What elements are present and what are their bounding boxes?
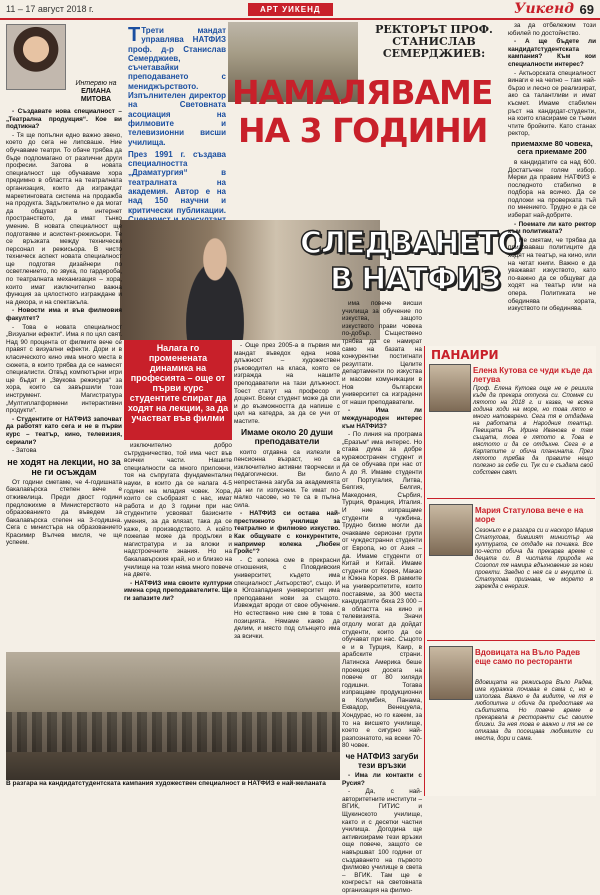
street-photo-crowd bbox=[6, 712, 340, 752]
question-11: - Има ли международен интерес към НАТФИЗ? bbox=[342, 407, 422, 430]
headline-1: НАМАЛЯВАМЕ bbox=[232, 73, 493, 112]
answer-1: - Тя ще попълни едно важно звено, което до сега не липсваше. Ние обучаваме театри. То обаче трябва да бъде подпомагано от различни други професии. Затова в новата специалност ще обучаваме хора предимно в областта на театралната организация, които да изграждат маркетинговата система на продажба на продукта. Задължително е да могат да общуват в интернет пространството, да имат тънко умение. В новата специалност ще подготвяме и асистент-режисьори. Те се връзката между технически персонал и режисьора. В чисто техническ аспект новата специалност ще подготвя дизайнери по осветлението, по звука, по гардероба, по театралната механизация – хора, които имат изключително важна функция за цялостното изграждане и на декора, и на спектакъла. bbox=[6, 131, 122, 306]
answer-15: в кандидатите са над 600. Достатъчен голям избор. Мерки да правим НАТФИЗ е последното стабилно в подбора на всичко. Да се подложи на проверката тъй по мнението. Трудно е да се изберат най-добрите. bbox=[508, 158, 596, 220]
question-9: - НАТФИЗ си остава най-престижното училище за театрално и филмово изкуство. Как общувате с конкурентите, например колежа „Любен Гройс“? bbox=[234, 510, 340, 556]
panairi-thumb-2 bbox=[429, 504, 473, 556]
question-14: - А ще бъдете ли кандидатстудентската кампания? Към кои специалности интерес? bbox=[508, 38, 596, 68]
author-credit-prefix: Интервю на bbox=[75, 80, 117, 87]
subhead-1: не ходят на лекции, но за не ги осъждам bbox=[7, 456, 121, 477]
answer-9: - С колежа сме в прекрасни отношения, с Пловдивския университет, където има специалност „Актьорство“, също. И в Югозападния университет има преподавани нови за същото. Извеждат вроди от свое обучение. Но естествено ние сме в това с позицията. Нямаме какво да делим, и място под слънцето има за всички. bbox=[234, 556, 340, 640]
question-6: - НАТФИЗ има своите културни имена сред преподавателите. Ще ги запазите ли? bbox=[124, 579, 232, 602]
pull-quote bbox=[124, 340, 232, 440]
panairi-header: ПАНАИРИ bbox=[431, 348, 499, 362]
question-1: - Създавате нова специалност – „Театрална продукция“. Кое ви подтикна? bbox=[6, 108, 122, 131]
brand-logo: Уикенд bbox=[514, 1, 574, 17]
column-2 bbox=[124, 442, 232, 652]
headline-4: В НАТФИЗ bbox=[330, 262, 501, 297]
answer-7: - Още през 2005-а в първия ми мандат въведох една нова длъжност – художествен ръководител на класа, която се изгражда на нашите преподаватели на тази длъжност. Тоест статут на професор и доцент. Всеки студент може да спи и до възможността да напише с цел на катедра, за да се учи от мастите. bbox=[234, 342, 340, 425]
answer-8: които отдавна са излезли в пенсионна възраст, но са изключително активни творчески и педагогически. Ви било непрестанна загуба за академията да ни ги изпуснем. Те имат по-малко часове, но те са в пълна сила. bbox=[234, 448, 340, 509]
panairi-item-1-title: Елена Кутова се чуди къде да летува bbox=[473, 366, 593, 384]
title-kicker-text: РЕКТОРЪТ ПРОФ. СТАНИСЛАВ СЕМЕРДЖИЕВ: bbox=[375, 23, 493, 60]
answer-14: - Актьорската специалност винаги е на челно – там най-бързо и лесно се реализират, ако са талантливи и имат късмет. Имаме стабилен ръст на кандидат-студенти, на които класираме се тъкми чтите бройките. Като станах ректор, bbox=[508, 69, 596, 138]
panairi-thumb-1 bbox=[429, 364, 471, 412]
page-number: 69 bbox=[579, 2, 594, 17]
question-16: - Поемате ли като ректор към политиката? bbox=[508, 220, 596, 236]
rector-figure bbox=[170, 228, 260, 340]
panairi-thumb-3 bbox=[429, 646, 473, 700]
answer-4: От години сметаме, че 4-годишната бакалавърска степен вече е отживелица. Преди двост години предложихме в Министерството на образованието да въведем за бакалавърска степен на 3-годишна. Сега с министъра на образованието Красимир Вълчев мисля, че ще успеем. bbox=[6, 478, 122, 547]
panairi-box bbox=[424, 346, 596, 796]
question-12: - Има ли контакти с Русия? bbox=[342, 772, 422, 787]
title-kicker bbox=[354, 24, 514, 64]
panairi-item-2-title: Мария Статулова вече е на море bbox=[475, 506, 584, 524]
panairi-item-2-body: Сезонът е в разгара си и наскоро Мария Статулова, бившият министър на културата, се отдаде на почивка. Все по-често обича да прекарва време с децата си. В чистата природа на Созопол тя намира вдъхновение за нови проекти. Заедно с нея са и внуците ѝ. Статулова признава, че морето я зарежда с енергия. bbox=[475, 528, 593, 590]
intro-block bbox=[128, 26, 226, 222]
question-2: - Новости има и във филмовия факултет? bbox=[6, 307, 122, 323]
panairi-item-3-body: Вдовицата на режисьора Вълo Радев, има куражка почиваа е сама с, но е използва. Важно е да видите, че тя е любопитна и обича да предоставя на събитията. Но повече време е прекарвала в ресторанти със своите близки. За нея това е важно и тя не се отказва да посещава любимите си места, дори и сама. bbox=[475, 680, 593, 742]
page-header bbox=[0, 0, 600, 20]
author-portrait bbox=[6, 24, 66, 90]
answer-16: - Не смятам, че трябва да призоваваш политиците да ходят на театър, на кино, или на четат книги. Важно е да уважават изкуството, като по-важно да се общуват да ходят на театър или на опера. Политиката не обединява хората, изкуството ги обединява. bbox=[508, 236, 596, 313]
photo-caption bbox=[6, 780, 340, 798]
panairi-item-1-body: Проф. Елена Кутова още не е решила къде да прекара отпуска си. Спомня си лятото на 2018 г. и казва, че всяка година ходи на море, но това лято е много натоварено. Сега тя е отдадена на работата в Народния театър. Певицата Ръ Ирина Иванова е там същата, това е лятото в. Това е мястото и да се отдъхне. Сега е в Карпатите и обича планината. През лятото трябва да правите нещо полезно за себе си. Тук си е създала свой собствен свят. bbox=[473, 386, 593, 476]
intro-text-2: През 1991 г. създава специалността „Драматургия“ в театралната на академия. Автор е на над 150 научни и критически публикации. bbox=[128, 149, 226, 215]
answer-13: за да отбележим този юбилей по достойнство. bbox=[508, 22, 596, 37]
subhead-3: че НАТФИЗ загуби тези връзки bbox=[345, 752, 419, 771]
pull-quote-text: Налага го променената динамика на професията – още от първи курс студентите спират да ходят на лекции, за да участват във филми bbox=[127, 343, 229, 423]
panairi-item-3-title: Вдовицата на Вълo Радев еще само по ресторанти bbox=[475, 648, 581, 666]
column-4 bbox=[342, 300, 422, 894]
answer-10: има повече висши училища за обучение по изкуства, защото изкуството прави човека по-добър. Съществено трябва да се намират само на базата на конкурентни постигнати резултати. Целите департаменти по изкуства и масови комуникации в Нов български университет са изградени от наши преподаватели. bbox=[342, 300, 422, 406]
column-5 bbox=[508, 22, 596, 312]
panairi-divider-1 bbox=[427, 498, 595, 499]
intro-dropcap: Т bbox=[128, 24, 141, 46]
answer-11: - По линия на програма „Еразъм“ има интерес. Но става дума за добре куражостранен студент и да се обучава при нас от А до Я. Имаме студенти от Португалия, Литва, Белгия, Белгия, Македония, Сърбия, Турция, Франция, Италия. И ние изпращаме студенти в чужбина. Трудно бихме могли да очакваме сериозни групи от чуждестранни студенти от Европа, но от Азия – да. Имаме студенти от Китай и Китай. Имаме студенти от Корея, Макао и Южна Корея. В рамките на университетите, които поставяме, за 300 места кандидатите бяха 23 000 – в областта на кино и телевизията. Значи отдолу могат да дойдат студенти, които да се обучават при нас. Същото е и в Турция, Каир, в арабските страни. Латинска Америка беше проекция досега на повече от 80 хиляди годишни. Тогава изпращаме продукционни в Колумбия, Панама, Еквадор, Венецуела, Хондурас, но го кажем, за то на висшето училище, което е сигурно най-разпознатото, на всеки 70-80 човек. bbox=[342, 431, 422, 750]
subhead-2: Имаме около 20 души преподаватели bbox=[241, 426, 333, 447]
photo-caption-text: В разгара на кандидатстудентската кампания художествен специалност в НАТФИЗ е най-желаната bbox=[6, 780, 326, 787]
panairi-divider-2 bbox=[427, 640, 595, 641]
subhead-4: приемахме 80 човека, сега приемаме 200 bbox=[511, 138, 593, 157]
answer-3: - Затова bbox=[12, 447, 37, 455]
answer-5: изключително добро сътрудничество, той има чест във всички части. Нашите специалности са много приложни, тоя на съпругата фундаментални науки, в които да се налага 4-5 години на младия човек. Хора, които се съобразят с нас, имат работа и до 3 години при нас студентите усвояват базисните умения, за да влязат, така да се каже, в производството. А който пожелае може да продължи в магистратура и за вложи и надстроечните знания. Но на бакалавърския край, но и близко на училище на този няма много повече на двете. bbox=[124, 442, 232, 579]
intro-text: Трети мандат управлява НАТФИЗ проф. д-р Станислав Семерджиев, съчетавайки преподаването с мениджърството. Изпълнителен директор на Световната асоциация на филмовите и телевизионни висши училища. bbox=[128, 26, 226, 147]
answer-2: - Това е новата специалност „Визуални ефекти“. Има я по цял свят. Над 90 процента от филмите вече се правят с визуални ефекти. Дори и в класическото кино има много места в сюжета, в които трябва да се намесят специалисти. Отвъд компютърни игри ще бъдат и „Звукова режисура“ за хора, които са завършили този инструмент. Магистратура „Мултиплатформени интерактивни продукти“. bbox=[6, 323, 122, 415]
column-1 bbox=[6, 108, 122, 648]
author-credit bbox=[68, 80, 124, 106]
answer-12: - Да, с най-авторитетните институти – ВГИК, ГИТИС и Щукинското училище, както и с десетки частни училища. Догодина ще активизираме тези връзки още повече, защото се навършват 100 години от създаването на първото филмово училище в света – ВГИК. Там ще е конгресът на световната организация на филмо- bbox=[342, 788, 422, 894]
headline-3: СЛЕДВАНЕТО bbox=[300, 226, 522, 261]
page-date: 11 – 17 август 2018 г. bbox=[6, 4, 94, 14]
question-3: - Студентите от НАТФИЗ започват да работят като сега и не в първи курс – театър, кино, телевизия, сериали? bbox=[6, 415, 122, 446]
headline-2: НА 3 ГОДИНИ bbox=[238, 111, 488, 150]
author-name: ЕЛИАНА МИТОВА bbox=[80, 88, 112, 103]
column-3 bbox=[234, 342, 340, 652]
section-label: АРТ УИКЕНД bbox=[248, 3, 333, 16]
